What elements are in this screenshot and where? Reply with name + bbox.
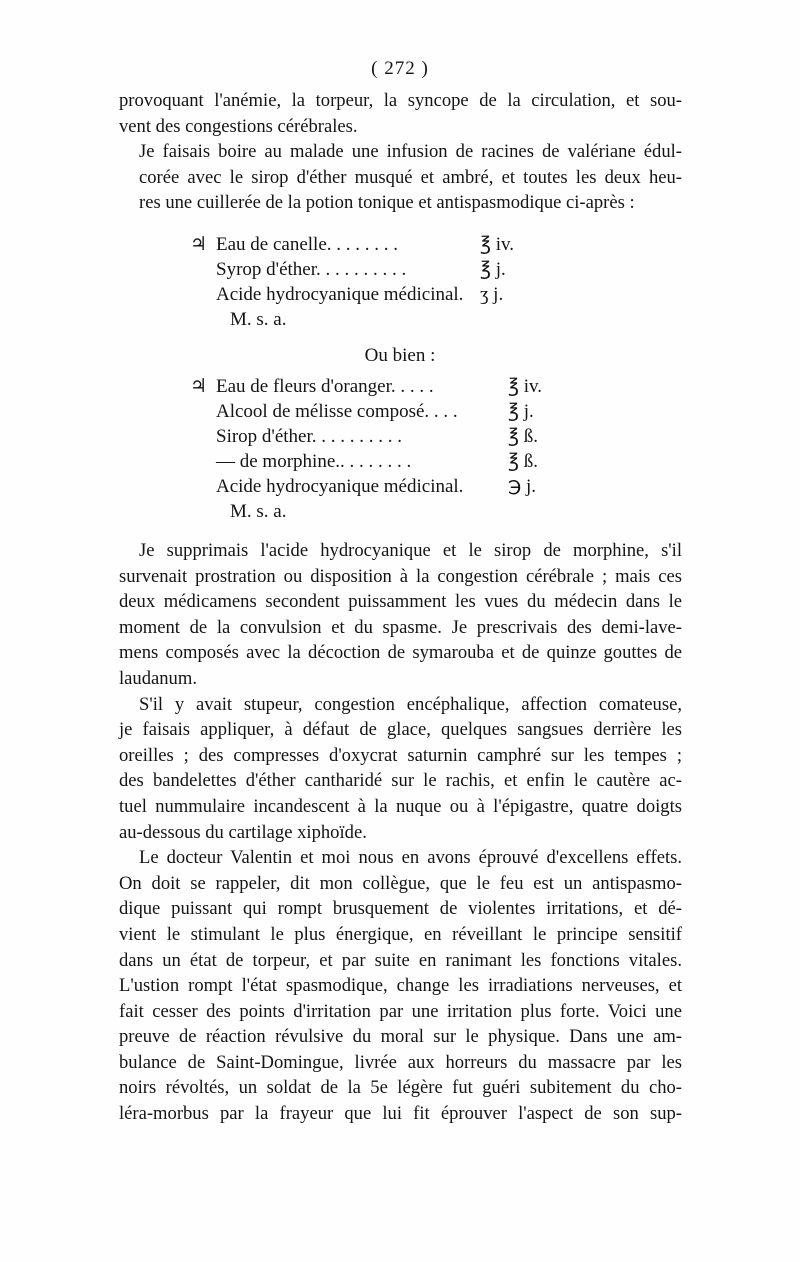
- text-line: moment de la convulsion et du spasme. Je prescrivais des demi-lave-: [119, 616, 682, 638]
- text-line: au-dessous du cartilage xiphoïde.: [119, 821, 367, 843]
- ingredient: Syrop d'éther. . . . . . . . . .: [216, 259, 407, 280]
- prescription-row: [190, 257, 530, 282]
- text-line: je faisais appliquer, à défaut de glace, quelques sangsues derrière les: [119, 719, 682, 741]
- prescription-row: [190, 399, 560, 424]
- ingredient: Acide hydrocyanique médicinal.: [216, 284, 464, 305]
- dose: ʒ j.: [480, 284, 504, 305]
- misce-label: M. s. a.: [230, 501, 287, 522]
- ingredient: Acide hydrocyanique médicinal.: [216, 476, 464, 497]
- text-line: deux médicamens secondent puissamment les vues du médecin dans le: [119, 591, 682, 613]
- text-line: Je supprimais l'acide hydrocyanique et le sirop de morphine, s'il: [139, 540, 682, 561]
- text-line: L'ustion rompt l'état spasmodique, change les irradiations nerveuses, et: [119, 975, 682, 997]
- text-line: res une cuillerée de la potion tonique et antispasmodique ci-après :: [139, 192, 635, 214]
- text-line: dique puissant qui rompt brusquement de violentes irritations, et dé-: [119, 898, 682, 920]
- text-line: vient le stimulant le plus énergique, en réveillant le principe sensitif: [119, 923, 682, 945]
- text-line: Le docteur Valentin et moi nous en avons éprouvé d'excellens effets.: [139, 847, 682, 869]
- text-line: survenait prostration ou disposition à la congestion cérébrale ; mais ces: [119, 565, 682, 587]
- prescription-row: [190, 424, 560, 449]
- text-line: laudanum.: [119, 667, 197, 689]
- paragraph: [119, 692, 682, 846]
- text-line: provoquant l'anémie, la torpeur, la syncope de la circulation, et sou-: [119, 90, 682, 111]
- intro-text: [119, 88, 682, 216]
- ingredient: Eau de canelle. . . . . . . .: [216, 234, 399, 255]
- body-text: [119, 538, 682, 1127]
- paragraph: [119, 845, 682, 1127]
- dose: ℥ iv.: [480, 234, 515, 255]
- text-line: preuve de réaction révulsive du moral sur le physique. Dans une am-: [119, 1026, 682, 1048]
- text-line: fait cesser des points d'irritation par une irritation plus forte. Voici une: [119, 1000, 682, 1022]
- text-line: mens composés avec la décoction de symarouba et de quinze gouttes de: [119, 642, 682, 664]
- paragraph: [119, 88, 682, 139]
- page-number: ( 272 ): [371, 58, 429, 79]
- text-line: tuel nummulaire incandescent à la nuque ou à l'épigastre, quatre doigts: [119, 795, 682, 817]
- misce-label: M. s. a.: [230, 309, 287, 330]
- dose: ℥ j.: [508, 401, 534, 422]
- alternative-label: Ou bien :: [364, 345, 436, 366]
- prescription-1: [190, 232, 530, 332]
- dose: ℈ j.: [508, 476, 537, 497]
- ingredient: Alcool de mélisse composé. . . .: [216, 401, 458, 422]
- text-line: noirs révoltés, un soldat de la 5e légère fut guéri subitement du cho-: [119, 1077, 682, 1099]
- text-line: dans un état de torpeur, et par suite en ranimant les fonctions vitales.: [119, 949, 682, 971]
- ingredient: Sirop d'éther. . . . . . . . . .: [216, 426, 403, 447]
- prescription-row: [190, 474, 560, 499]
- prescription-row: [190, 449, 560, 474]
- paragraph: [119, 139, 682, 216]
- prescription-row: [190, 374, 560, 399]
- dose: ℥ iv.: [508, 376, 543, 397]
- prescription-2: [190, 374, 560, 524]
- text-line: corée avec le sirop d'éther musqué et ambré, et toutes les deux heu-: [139, 166, 682, 188]
- dose: ℥ ß.: [508, 426, 538, 447]
- text-line: vent des congestions cérébrales.: [119, 115, 358, 137]
- prescription-row: [190, 282, 530, 307]
- dose: ℥ j.: [480, 259, 506, 280]
- text-line: S'il y avait stupeur, congestion encéphalique, affection comateuse,: [139, 693, 682, 715]
- paragraph: [119, 538, 682, 692]
- text-line: léra-morbus par la frayeur que lui fit éprouver l'aspect de son sup-: [119, 1103, 682, 1125]
- prescription-row: [190, 232, 530, 257]
- text-line: On doit se rappeler, dit mon collègue, que le feu est un antispasmo-: [119, 872, 682, 894]
- ingredient: — de morphine.. . . . . . . .: [216, 451, 412, 472]
- prescription-row: [190, 307, 530, 332]
- recipe-symbol-icon: ♃: [190, 376, 208, 397]
- text-line: des bandelettes d'éther cantharidé sur le rachis, et enfin le cautère ac-: [119, 770, 682, 792]
- text-line: bulance de Saint-Domingue, livrée aux horreurs du massacre par les: [119, 1051, 682, 1073]
- text-line: Je faisais boire au malade une infusion de racines de valériane édul-: [139, 141, 682, 163]
- recipe-symbol-icon: ♃: [190, 234, 208, 255]
- ingredient: Eau de fleurs d'oranger. . . . .: [216, 376, 434, 397]
- prescription-row: [190, 499, 560, 524]
- text-line: oreilles ; des compresses d'oxycrat saturnin camphré sur les tempes ;: [119, 744, 682, 766]
- dose: ℥ ß.: [508, 451, 538, 472]
